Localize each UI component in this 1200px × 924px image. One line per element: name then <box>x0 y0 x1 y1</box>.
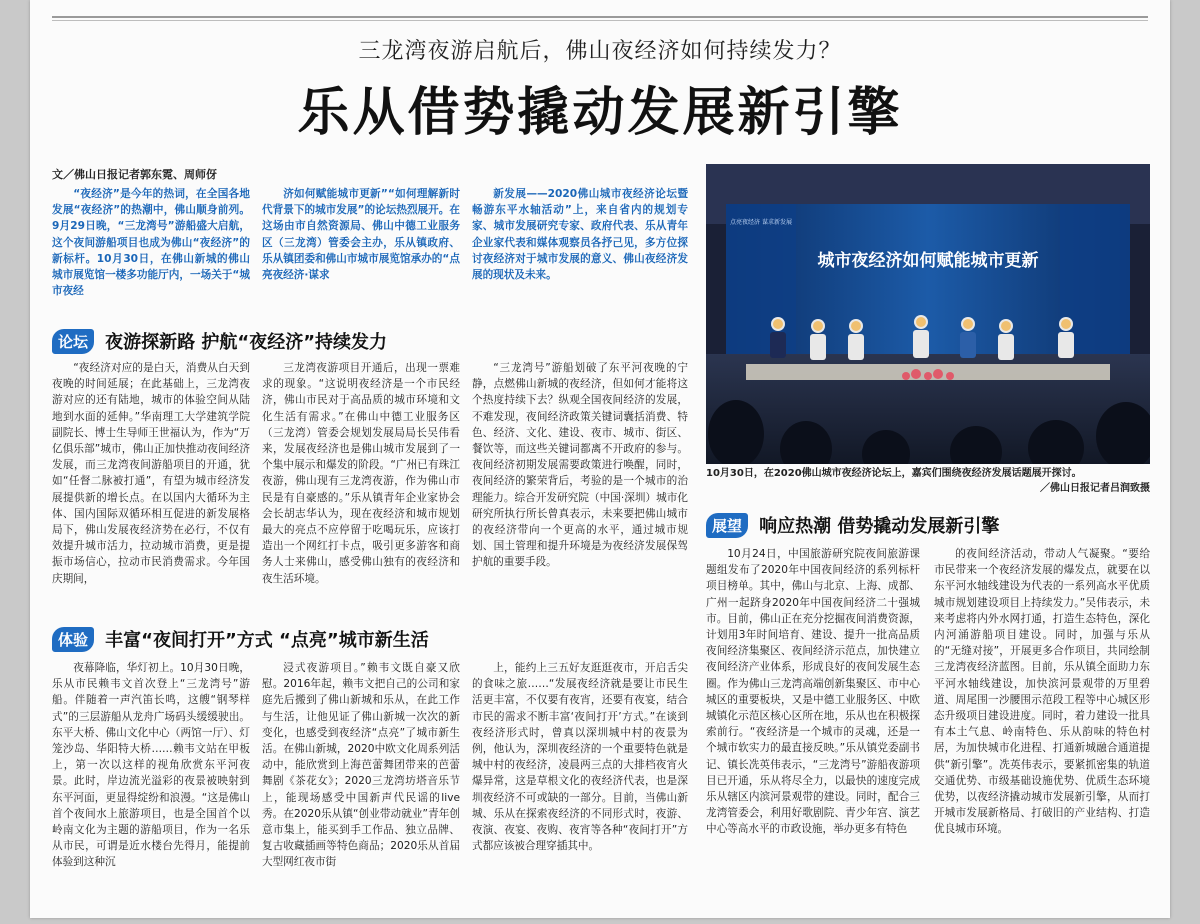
photo-credit: ／佛山日报记者吕润致摄 <box>1040 483 1150 494</box>
section-header-experience <box>52 626 692 652</box>
paragraph: 上，能约上三五好友逛逛夜市，开启舌尖的食味之旅……“发展夜经济就是要让市民生活更丰富，不仅要有夜宵，还要有夜宴，结合市民的需求不断丰富‘夜间打开’方式。”在谈到夜经济形式时，曾真以深圳城中村的夜景为例，他认为，深圳夜经济的一个重要特色就是城中村的夜经济，凌晨两三点的大排档夜宵火爆异常，这是草根文化的夜经济代表，也是深圳夜经济不可或缺的一部分。目前，当佛山新城、乐从在探索夜经济的不同形式时，夜游、夜演、夜宴、夜购、夜宵等各种“夜间打开”方式都应该被合理穿插其中。 <box>472 662 688 853</box>
section-header-forum <box>52 328 692 354</box>
backdrop-small-text: 点亮夜经济 谋求新发展 <box>730 219 792 226</box>
section-badge: 论坛 <box>52 329 94 354</box>
paragraph: 夜幕降临，华灯初上。10月30日晚，乐从市民赖韦文首次登上“三龙湾号”游船。伴随着一声汽笛长鸣，这艘“钢琴样式”的三层游船从龙舟广场码头缓缓驶出。东平大桥、佛山文化中心（两馆一厅）、灯笼沙岛、华阳特大桥……赖韦文站在甲板上，第一次以这样的视角欣赏东平河夜景。此时，岸边流光溢彩的夜景被映射到东平河面，更显得绽纷和浪漫。“这是佛山首个夜间水上旅游项目，也是全国首个以岭南文化为主题的游船项目，作为一名乐从市民，可谓是近水楼台先得月，能提前体验到这种沉 <box>52 662 250 869</box>
section2-column-1 <box>52 660 250 900</box>
top-rule <box>52 16 1148 18</box>
section3-column-2 <box>934 546 1150 902</box>
section2-column-2 <box>262 660 460 900</box>
article-title: 乐从借势撬动发展新引擎 <box>297 82 903 143</box>
forum-photo <box>706 164 1150 464</box>
lead-column-1 <box>52 186 250 314</box>
section1-column-3 <box>472 360 688 600</box>
stage-banner-text: 城市夜经济如何赋能城市更新 <box>817 251 1039 271</box>
top-rule-thin <box>52 20 1148 21</box>
paragraph: “三龙湾号”游船划破了东平河夜晚的宁静，点燃佛山新城的夜经济，但如何才能将这个热度持续下去？纵观全国夜间经济的发展，不难发现，夜间经济政策关键词囊括消费、特色、经济、文化、建设、夜市、城市、街区、餐饮等，而这些关键词都离不开政府的参与。夜间经济初期发展需要政策进行唤醒，同时，夜间经济的繁荣背后，考验的是一个城市的治理能力。综合开发研究院（中国·深圳）城市化研究所执行所长曾真表示，未来要把佛山城市的夜经济带向一个更高的水平，通过城市规划、国土管理和提升环境是为夜经济发展保驾护航的重要手段。 <box>472 362 688 569</box>
byline: 文／佛山日报记者郭东霓、周师伢 <box>52 168 217 181</box>
lead-column-3 <box>472 186 688 314</box>
section-title: 响应热潮 借势撬动发展新引擎 <box>759 516 1000 537</box>
section-badge: 展望 <box>706 513 748 538</box>
section2-column-3 <box>472 660 688 900</box>
lead-paragraph: “夜经济”是今年的热词，在全国各地发展“夜经济”的热潮中，佛山顺身前列。9月29日晚，“三龙湾号”游船盛大启航，这个夜间游船项目也成为佛山“夜经济”的新标杆。10月30日，在佛山新城的佛山城市展览馆一楼多功能厅内，一场关于“城市夜经 <box>52 188 250 298</box>
lead-paragraph: 济如何赋能城市更新”“如何理解新时代背景下的城市发展”的论坛热烈展开。在这场由市自然资源局、佛山中德工业服务区（三龙湾）管委会主办，乐从镇政府、乐从镇团委和佛山市城市展览馆承办的“点亮夜经济·谋求 <box>262 188 460 282</box>
newspaper-page <box>30 0 1170 918</box>
paragraph: 的夜间经济活动，带动人气凝聚。“要给市民带来一个夜经济发展的爆发点，就要在以东平河水轴线建设为代表的一系列高水平优质城市规划建设项目上持续发力。”吴伟表示，未来考虑将内外水网打通，打造生态特色，深化内河涌游船项目建设。同时，加强与乐从的“无缝对接”，开展更多合作项目，共同绘制三龙湾夜经济蓝图。目前，乐从镇全面助力东平河水轴线建设，加快滨河景观带的万里碧道、周尾围一沙腰围示范段工程等中心城区形态升级项目建设进度。同时，着力建设一批具有本土气息、岭南特色、乐从韵味的特色村居，为加快城市化进程、打通新城融合通道提供“新引擎”。冼英伟表示，要紧抓密集的轨道交通优势、市级基础设施优势、优质生态环境优势，以夜经济撬动城市发展新引擎，从而打开城市发展新格局、打破旧的产业结构、打造优良城市环境。 <box>934 548 1150 836</box>
paragraph: “夜经济对应的是白天，消费从白天到夜晚的时间延展；在此基础上，三龙湾夜游对应的还有陆地，城市的体验空间从陆地到水面的延伸。”华南理工大学建筑学院副院长、博士生导师王世福认为，作为“万亿俱乐部”城市，佛山正加快推动夜间经济发展，而三龙湾夜间游船项目的开通，犹如“任督二脉被打通”，有望为城市经济发展提供新的增长点。在以国内大循环为主体、国内国际双循环相互促进的新发展格局下，佛山发展夜经济势在必行，不仅有效提升城市活力，拉动城市消费，更是提振市场信心，拉动市民消费需求。今年国庆期间， <box>52 362 250 585</box>
article-subtitle: 三龙湾夜游启航后，佛山夜经济如何持续发力？ <box>358 39 842 64</box>
section-header-outlook <box>706 512 1150 538</box>
paragraph: 10月24日，中国旅游研究院夜间旅游课题组发布了2020年中国夜间经济的系列标杆项目榜单。其中，佛山与北京、上海、成都、广州一起跻身2020年中国夜间经济二十强城市。目前，佛山正在充分挖掘夜间消费资源，计划用3年时间培育、建设、提升一批高品质夜间经济集聚区、夜间经济示范点，加快建立夜间经济产业体系，形成良好的夜间发展生态圈。作为佛山三龙湾高端创新集聚区、市中心城区的重要板块，又是中德工业服务区、中欧城镇化示范区核心区所在地，乐从也在积极探索前行。“夜经济是一个城市的灵魂，还是一个城市软实力的最直接反映。”乐从镇党委副书记、镇长冼英伟表示，“三龙湾号”游船夜游项目已开通，乐从将尽全力，以最快的速度完成乐从辖区内滨河景观带的建设。同时，配合三龙湾管委会，利用好歌剧院、青少年宫、演艺中心等高水平的市政设施，举办更多有特色 <box>706 548 920 836</box>
paragraph: 浸式夜游项目。”赖韦文既自豪又欣慰。2016年起，赖韦文把自己的公司和家庭先后搬到了佛山新城和乐从，在此工作与生活，让他见证了佛山新城一次次的新变化，也感受到夜经济“点亮”了城市新生活。在佛山新城，2020中欧文化周系列活动中，能欣赏到上海芭蕾舞团带来的芭蕾舞剧《茶花女》；2020三龙湾坊塔音乐节上，能现场感受中国新声代民谣的live秀。在2020乐从镇“创业带动就业”青年创意市集上，能买到手工作品、独立品牌、复古收藏插画等特色商品；2020乐从首届大型网红夜市街 <box>262 662 460 869</box>
caption-text: 10月30日，在2020佛山城市夜经济论坛上，嘉宾们围绕夜经济发展话题展开探讨。 <box>706 468 1082 479</box>
section-badge: 体验 <box>52 627 94 652</box>
forum-stage-illustration <box>706 164 1150 464</box>
photo-caption <box>706 466 1150 496</box>
section1-column-2 <box>262 360 460 600</box>
section-title: 夜游探新路 护航“夜经济”持续发力 <box>105 332 388 353</box>
paragraph: 三龙湾夜游项目开通后，出现一票难求的现象。“这说明夜经济是一个市民经济，佛山市民对于高品质的城市环境和文化生活有需求。”在佛山中德工业服务区（三龙湾）管委会规划发展局局长吴伟看来，发展夜经济也是佛山城市发展到了一个集中展示和爆发的阶段。“广州已有珠江夜游，佛山现有三龙湾夜游，作为佛山市民是有自豪感的。”乐从镇青年企业家协会会长胡志华认为，现在夜经济和城市规划最大的亮点不应停留于吃喝玩乐，应该打造出一个网红打卡点，吸引更多游客和商务人士来佛山，感受佛山独有的夜经济和夜生活环境。 <box>262 362 460 585</box>
section-title: 丰富“夜间打开”方式 “点亮”城市新生活 <box>105 630 429 651</box>
section3-column-1 <box>706 546 920 902</box>
lead-column-2 <box>262 186 460 314</box>
lead-paragraph: 新发展——2020佛山城市夜经济论坛暨畅游东平水轴活动”上，来自省内的规划专家、城市发展研究专家、政府代表、乐从青年企业家代表和媒体观察员各抒己见，多方位探讨夜经济对于城市发展的意义、佛山夜经济发展的现状及未来。 <box>472 188 688 282</box>
section1-column-1 <box>52 360 250 600</box>
